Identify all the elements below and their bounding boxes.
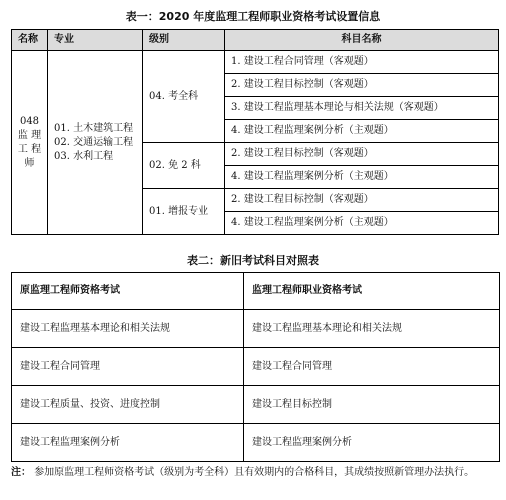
new-subject: 建设工程合同管理 — [244, 348, 500, 386]
major-item: 02. 交通运输工程 — [54, 136, 134, 148]
subject-cell: 2. 建设工程目标控制（客观题） — [225, 189, 499, 212]
table-row — [12, 348, 500, 386]
new-subject: 建设工程目标控制 — [244, 386, 500, 424]
subject-cell: 4. 建设工程监理案例分析（主观题） — [225, 120, 499, 143]
table-row — [12, 386, 500, 424]
subject-cell: 1. 建设工程合同管理（客观题） — [225, 51, 499, 74]
subject-cell: 4. 建设工程监理案例分析（主观题） — [225, 212, 499, 235]
exam-settings-table — [11, 29, 499, 235]
header-name: 名称 — [12, 30, 48, 51]
new-subject: 建设工程监理案例分析 — [244, 424, 500, 462]
subject-cell: 4. 建设工程监理案例分析（主观题） — [225, 166, 499, 189]
major-cell — [48, 51, 143, 235]
new-subject: 建设工程监理基本理论和相关法规 — [244, 310, 500, 348]
subject-cell: 3. 建设工程监理基本理论与相关法规（客观题） — [225, 97, 499, 120]
subject-comparison-table — [11, 272, 500, 462]
table2-title: 表二：新旧考试科目对照表 — [187, 254, 319, 267]
footnote-text: 参加原监理工程师资格考试（级别为考全科）且有效期内的合格科目，其成绩按照新管理办法执行。 — [34, 467, 475, 478]
table-row — [12, 51, 499, 74]
major-item: 03. 水利工程 — [54, 150, 114, 162]
header-major: 专业 — [48, 30, 143, 51]
subject-cell: 2. 建设工程目标控制（客观题） — [225, 143, 499, 166]
old-subject: 建设工程监理案例分析 — [12, 424, 244, 462]
old-subject: 建设工程质量、投资、进度控制 — [12, 386, 244, 424]
table2-header-row — [12, 273, 500, 310]
table1-header-row — [12, 30, 499, 51]
level-cell: 04. 考全科 — [143, 51, 225, 143]
table-row — [12, 310, 500, 348]
footnote-label: 注： — [11, 467, 31, 478]
table1-title: 表一：2020 年度监理工程师职业资格考试设置信息 — [125, 10, 381, 23]
table-row — [12, 424, 500, 462]
old-subject: 建设工程合同管理 — [12, 348, 244, 386]
header-old-exam: 原监理工程师资格考试 — [12, 273, 244, 310]
subject-cell: 2. 建设工程目标控制（客观题） — [225, 74, 499, 97]
footnote — [11, 464, 495, 482]
header-new-exam: 监理工程师职业资格考试 — [244, 273, 500, 310]
old-subject: 建设工程监理基本理论和相关法规 — [12, 310, 244, 348]
level-cell: 01. 增报专业 — [143, 189, 225, 235]
header-level: 级别 — [143, 30, 225, 51]
header-subject: 科目名称 — [225, 30, 499, 51]
level-cell: 02. 免 2 科 — [143, 143, 225, 189]
exam-name-cell: 048 监 理 工 程 师 — [12, 51, 48, 235]
major-item: 01. 土木建筑工程 — [54, 122, 134, 134]
